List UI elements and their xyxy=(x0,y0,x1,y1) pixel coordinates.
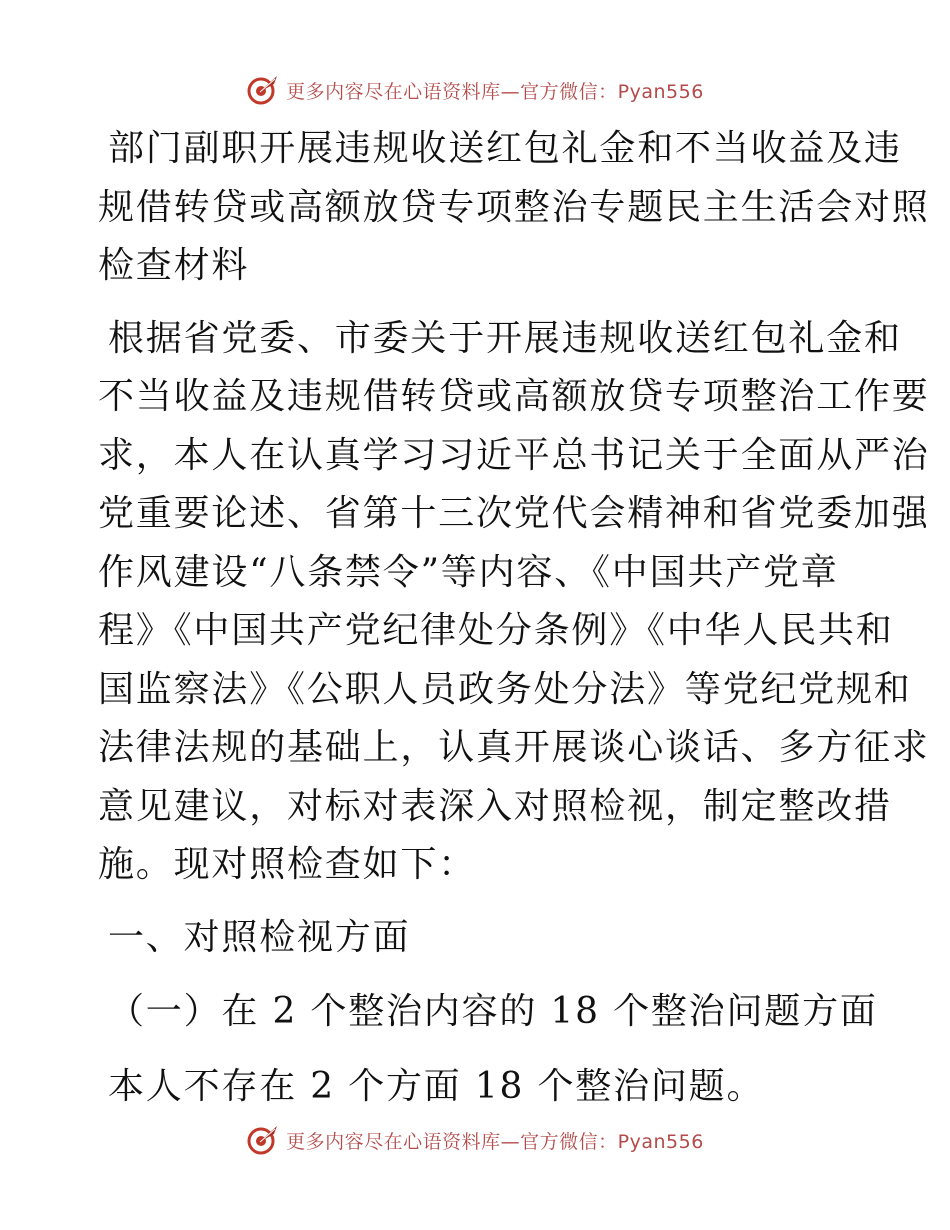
intro-line: 意见建议，对标对表深入对照检视，制定整改措 xyxy=(98,785,892,827)
document-body xyxy=(98,120,930,1116)
section-heading: 一、对照检视方面 xyxy=(108,916,411,958)
intro-paragraph xyxy=(98,310,930,895)
intro-line: 国监察法》《公职人员政务处分法》等党纪党规和 xyxy=(98,668,912,710)
statement-paragraph: 本人不存在 2 个方面 18 个整治问题。 xyxy=(108,1065,765,1107)
title-line: 检查材料 xyxy=(98,245,250,286)
intro-line: 求，本人在认真学习习近平总书记关于全面从严治 xyxy=(98,434,930,476)
intro-line: 施。现对照检查如下： xyxy=(98,844,477,885)
intro-line: 党重要论述、省第十三次党代会精神和省党委加强 xyxy=(98,493,930,534)
header-watermark-banner xyxy=(0,68,950,112)
quill-pen-circle-icon xyxy=(246,1123,280,1157)
intro-line: 不当收益及违规借转贷或高额放贷专项整治工作要 xyxy=(98,376,930,417)
title-line: 部门副职开展违规收送红包礼金和不当收益及违 xyxy=(108,128,902,169)
header-watermark-text: 更多内容尽在心语资料库—官方微信：Pyan556 xyxy=(286,80,704,103)
intro-line: 程》《中国共产党纪律处分条例》《中华人民共和 xyxy=(98,610,894,651)
footer-watermark-banner xyxy=(0,1118,950,1162)
subsection-heading: （一）在 2 个整治内容的 18 个整治问题方面 xyxy=(108,991,878,1032)
footer-watermark-text: 更多内容尽在心语资料库—官方微信：Pyan556 xyxy=(286,1130,704,1153)
intro-line: 根据省党委、市委关于开展违规收送红包礼金和 xyxy=(108,317,902,359)
document-title xyxy=(98,120,930,296)
quill-pen-circle-icon xyxy=(246,73,280,107)
intro-line: 作风建设“八条禁令”等内容、《中国共产党章 xyxy=(98,551,839,593)
intro-line: 法律法规的基础上，认真开展谈心谈话、多方征求 xyxy=(98,727,930,768)
title-line: 规借转贷或高额放贷专项整治专题民主生活会对照 xyxy=(98,186,930,228)
